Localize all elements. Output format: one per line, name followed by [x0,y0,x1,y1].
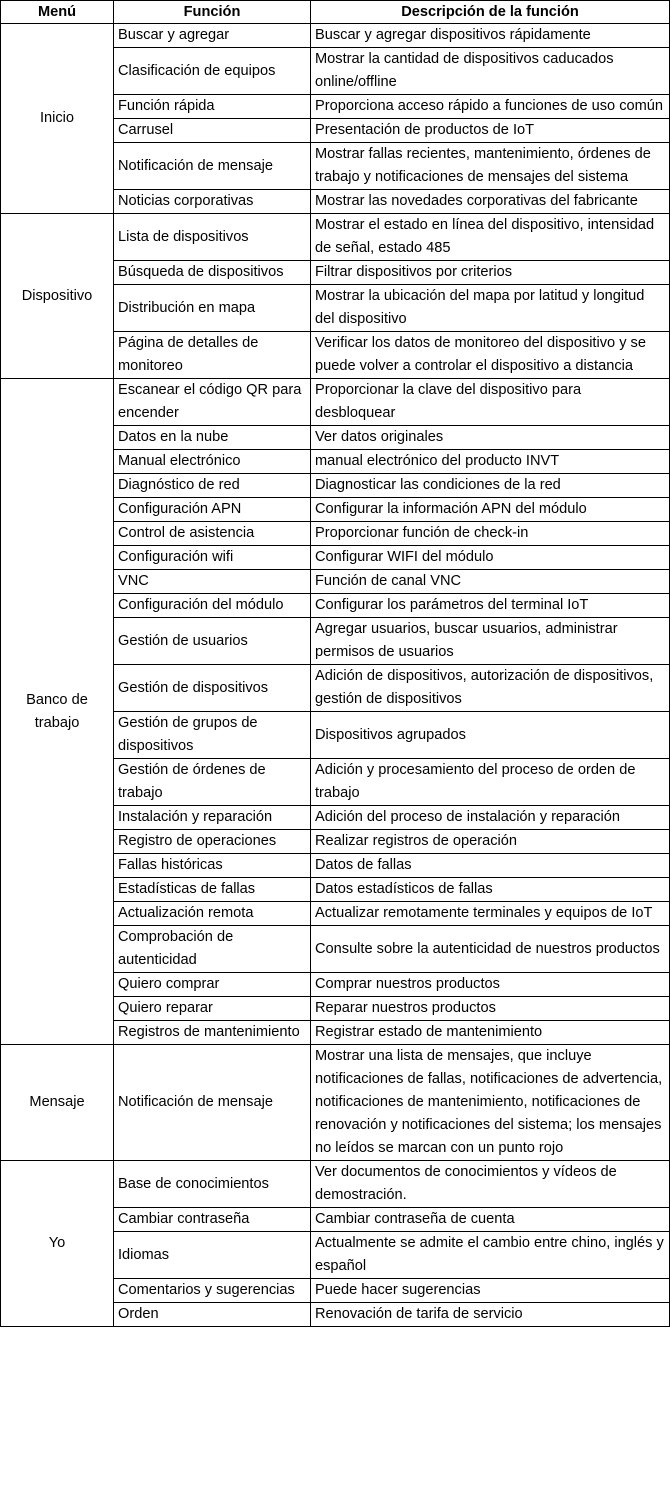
table-row [1,1045,670,1161]
function-cell: Registros de mantenimiento [114,1021,311,1045]
table-row [1,24,670,48]
description-cell: Adición del proceso de instalación y reparación [311,806,670,830]
function-cell: Distribución en mapa [114,285,311,332]
description-cell: Realizar registros de operación [311,830,670,854]
menu-cell: Mensaje [1,1045,114,1161]
header-row [1,1,670,24]
function-cell: Notificación de mensaje [114,143,311,190]
description-cell: Configurar los parámetros del terminal IoT [311,594,670,618]
description-cell: Proporcionar la clave del dispositivo para desbloquear [311,379,670,426]
description-cell: Mostrar la ubicación del mapa por latitud y longitud del dispositivo [311,285,670,332]
description-cell: Dispositivos agrupados [311,712,670,759]
description-cell: Verificar los datos de monitoreo del dispositivo y se puede volver a controlar el dispositivo a distancia [311,332,670,379]
function-cell: Orden [114,1303,311,1327]
function-cell: Cambiar contraseña [114,1208,311,1232]
description-cell: Mostrar la cantidad de dispositivos caducados online/offline [311,48,670,95]
description-cell: Datos de fallas [311,854,670,878]
description-cell: Adición de dispositivos, autorización de dispositivos, gestión de dispositivos [311,665,670,712]
description-cell: Cambiar contraseña de cuenta [311,1208,670,1232]
function-cell: Quiero reparar [114,997,311,1021]
description-cell: Puede hacer sugerencias [311,1279,670,1303]
function-cell: Idiomas [114,1232,311,1279]
function-cell: Clasificación de equipos [114,48,311,95]
function-cell: Página de detalles de monitoreo [114,332,311,379]
function-cell: Configuración wifi [114,546,311,570]
function-cell: Comprobación de autenticidad [114,926,311,973]
header-function: Función [114,1,311,24]
function-cell: Manual electrónico [114,450,311,474]
menu-cell: Yo [1,1161,114,1327]
description-cell: Actualizar remotamente terminales y equipos de IoT [311,902,670,926]
description-cell: Configurar WIFI del módulo [311,546,670,570]
menu-cell: Banco de trabajo [1,379,114,1045]
description-cell: Filtrar dispositivos por criterios [311,261,670,285]
function-cell: Control de asistencia [114,522,311,546]
function-cell: VNC [114,570,311,594]
menu-cell: Inicio [1,24,114,214]
description-cell: Proporciona acceso rápido a funciones de uso común [311,95,670,119]
description-cell: Actualmente se admite el cambio entre chino, inglés y español [311,1232,670,1279]
description-cell: Comprar nuestros productos [311,973,670,997]
description-cell: manual electrónico del producto INVT [311,450,670,474]
function-cell: Función rápida [114,95,311,119]
description-cell: Renovación de tarifa de servicio [311,1303,670,1327]
description-cell: Buscar y agregar dispositivos rápidamente [311,24,670,48]
description-cell: Presentación de productos de IoT [311,119,670,143]
function-cell: Carrusel [114,119,311,143]
description-cell: Proporcionar función de check-in [311,522,670,546]
description-cell: Ver datos originales [311,426,670,450]
function-cell: Notificación de mensaje [114,1045,311,1161]
table-row [1,214,670,261]
description-cell: Mostrar fallas recientes, mantenimiento, órdenes de trabajo y notificaciones de mensajes del sistema [311,143,670,190]
menu-cell: Dispositivo [1,214,114,379]
function-cell: Gestión de dispositivos [114,665,311,712]
description-cell: Consulte sobre la autenticidad de nuestros productos [311,926,670,973]
table-row [1,379,670,426]
header-description: Descripción de la función [311,1,670,24]
function-cell: Comentarios y sugerencias [114,1279,311,1303]
description-cell: Ver documentos de conocimientos y vídeos de demostración. [311,1161,670,1208]
function-cell: Configuración APN [114,498,311,522]
description-cell: Configurar la información APN del módulo [311,498,670,522]
description-cell: Mostrar las novedades corporativas del fabricante [311,190,670,214]
function-cell: Gestión de usuarios [114,618,311,665]
description-cell: Función de canal VNC [311,570,670,594]
function-cell: Noticias corporativas [114,190,311,214]
function-cell: Gestión de grupos de dispositivos [114,712,311,759]
description-cell: Reparar nuestros productos [311,997,670,1021]
description-cell: Adición y procesamiento del proceso de orden de trabajo [311,759,670,806]
description-cell: Diagnosticar las condiciones de la red [311,474,670,498]
function-cell: Quiero comprar [114,973,311,997]
function-cell: Estadísticas de fallas [114,878,311,902]
function-cell: Registro de operaciones [114,830,311,854]
function-cell: Fallas históricas [114,854,311,878]
function-cell: Datos en la nube [114,426,311,450]
function-cell: Búsqueda de dispositivos [114,261,311,285]
function-cell: Base de conocimientos [114,1161,311,1208]
function-cell: Instalación y reparación [114,806,311,830]
function-cell: Lista de dispositivos [114,214,311,261]
description-cell: Mostrar una lista de mensajes, que incluye notificaciones de fallas, notificaciones de advertencia, notificaciones de mantenimiento, notificaciones de renovación y notificaciones del sistema; los mensajes no leídos se marcan con un punto rojo [311,1045,670,1161]
function-cell: Buscar y agregar [114,24,311,48]
header-menu: Menú [1,1,114,24]
function-cell: Escanear el código QR para encender [114,379,311,426]
table-row [1,1161,670,1208]
function-cell: Diagnóstico de red [114,474,311,498]
description-cell: Mostrar el estado en línea del dispositivo, intensidad de señal, estado 485 [311,214,670,261]
description-cell: Registrar estado de mantenimiento [311,1021,670,1045]
function-cell: Configuración del módulo [114,594,311,618]
description-cell: Datos estadísticos de fallas [311,878,670,902]
description-cell: Agregar usuarios, buscar usuarios, administrar permisos de usuarios [311,618,670,665]
function-cell: Gestión de órdenes de trabajo [114,759,311,806]
function-cell: Actualización remota [114,902,311,926]
